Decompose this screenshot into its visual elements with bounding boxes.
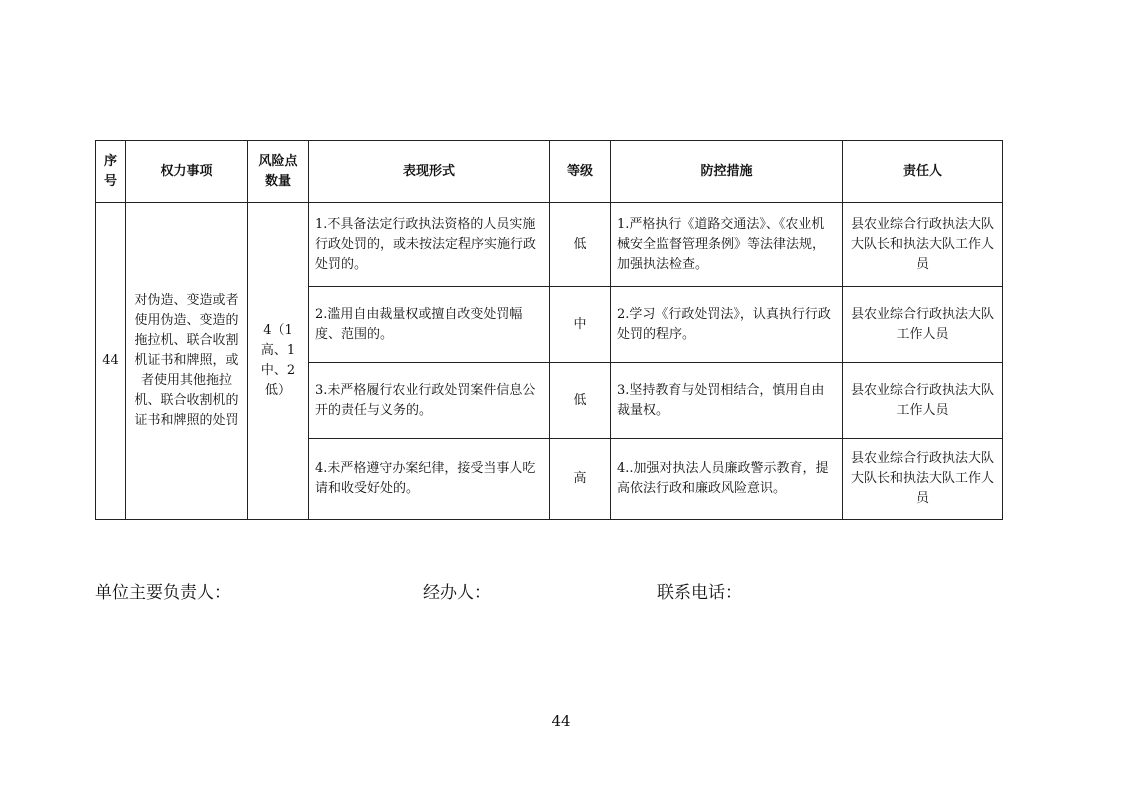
form-cell: 4.未严格遵守办案纪律，接受当事人吃请和收受好处的。: [309, 439, 550, 520]
header-seq: 序号: [96, 141, 126, 203]
measures-cell: 4..加强对执法人员廉政警示教育，提高依法行政和廉政风险意识。: [611, 439, 843, 520]
level-cell: 高: [550, 439, 611, 520]
handler-label: 经办人：: [423, 583, 491, 603]
header-power-item: 权力事项: [126, 141, 248, 203]
measures-cell: 1.严格执行《道路交通法》、《农业机械安全监督管理条例》等法律法规，加强执法检查。: [611, 203, 843, 287]
level-cell: 低: [550, 203, 611, 287]
table-header-row: [96, 141, 1003, 203]
responsible-cell: 县农业综合行政执法大队工作人员: [843, 287, 1003, 363]
form-cell: 3.未严格履行农业行政处罚案件信息公开的责任与义务的。: [309, 363, 550, 439]
seq-cell: 44: [96, 203, 126, 520]
form-cell: 2.滥用自由裁量权或擅自改变处罚幅度、范围的。: [309, 287, 550, 363]
phone-label: 联系电话：: [657, 583, 742, 603]
power-item-cell: 对伪造、变造或者使用伪造、变造的拖拉机、联合收割机证书和牌照，或者使用其他拖拉机、联合收割机的证书和牌照的处罚: [126, 203, 248, 520]
table-row: [96, 203, 1003, 287]
page-number: 44: [551, 712, 571, 730]
responsible-cell: 县农业综合行政执法大队大队长和执法大队工作人员: [843, 203, 1003, 287]
header-responsible: 责任人: [843, 141, 1003, 203]
level-cell: 低: [550, 363, 611, 439]
header-form: 表现形式: [309, 141, 550, 203]
unit-head-label: 单位主要负责人：: [95, 583, 231, 603]
measures-cell: 3.坚持教育与处罚相结合，慎用自由裁量权。: [611, 363, 843, 439]
header-level: 等级: [550, 141, 611, 203]
measures-cell: 2.学习《行政处罚法》，认真执行行政处罚的程序。: [611, 287, 843, 363]
responsible-cell: 县农业综合行政执法大队大队长和执法大队工作人员: [843, 439, 1003, 520]
header-risk-count: 风险点数量: [248, 141, 309, 203]
risk-table: [95, 140, 1003, 520]
risk-count-cell: 4（1高、1中、2低）: [248, 203, 309, 520]
header-measures: 防控措施: [611, 141, 843, 203]
form-cell: 1.不具备法定行政执法资格的人员实施行政处罚的，或未按法定程序实施行政处罚的。: [309, 203, 550, 287]
responsible-cell: 县农业综合行政执法大队工作人员: [843, 363, 1003, 439]
level-cell: 中: [550, 287, 611, 363]
